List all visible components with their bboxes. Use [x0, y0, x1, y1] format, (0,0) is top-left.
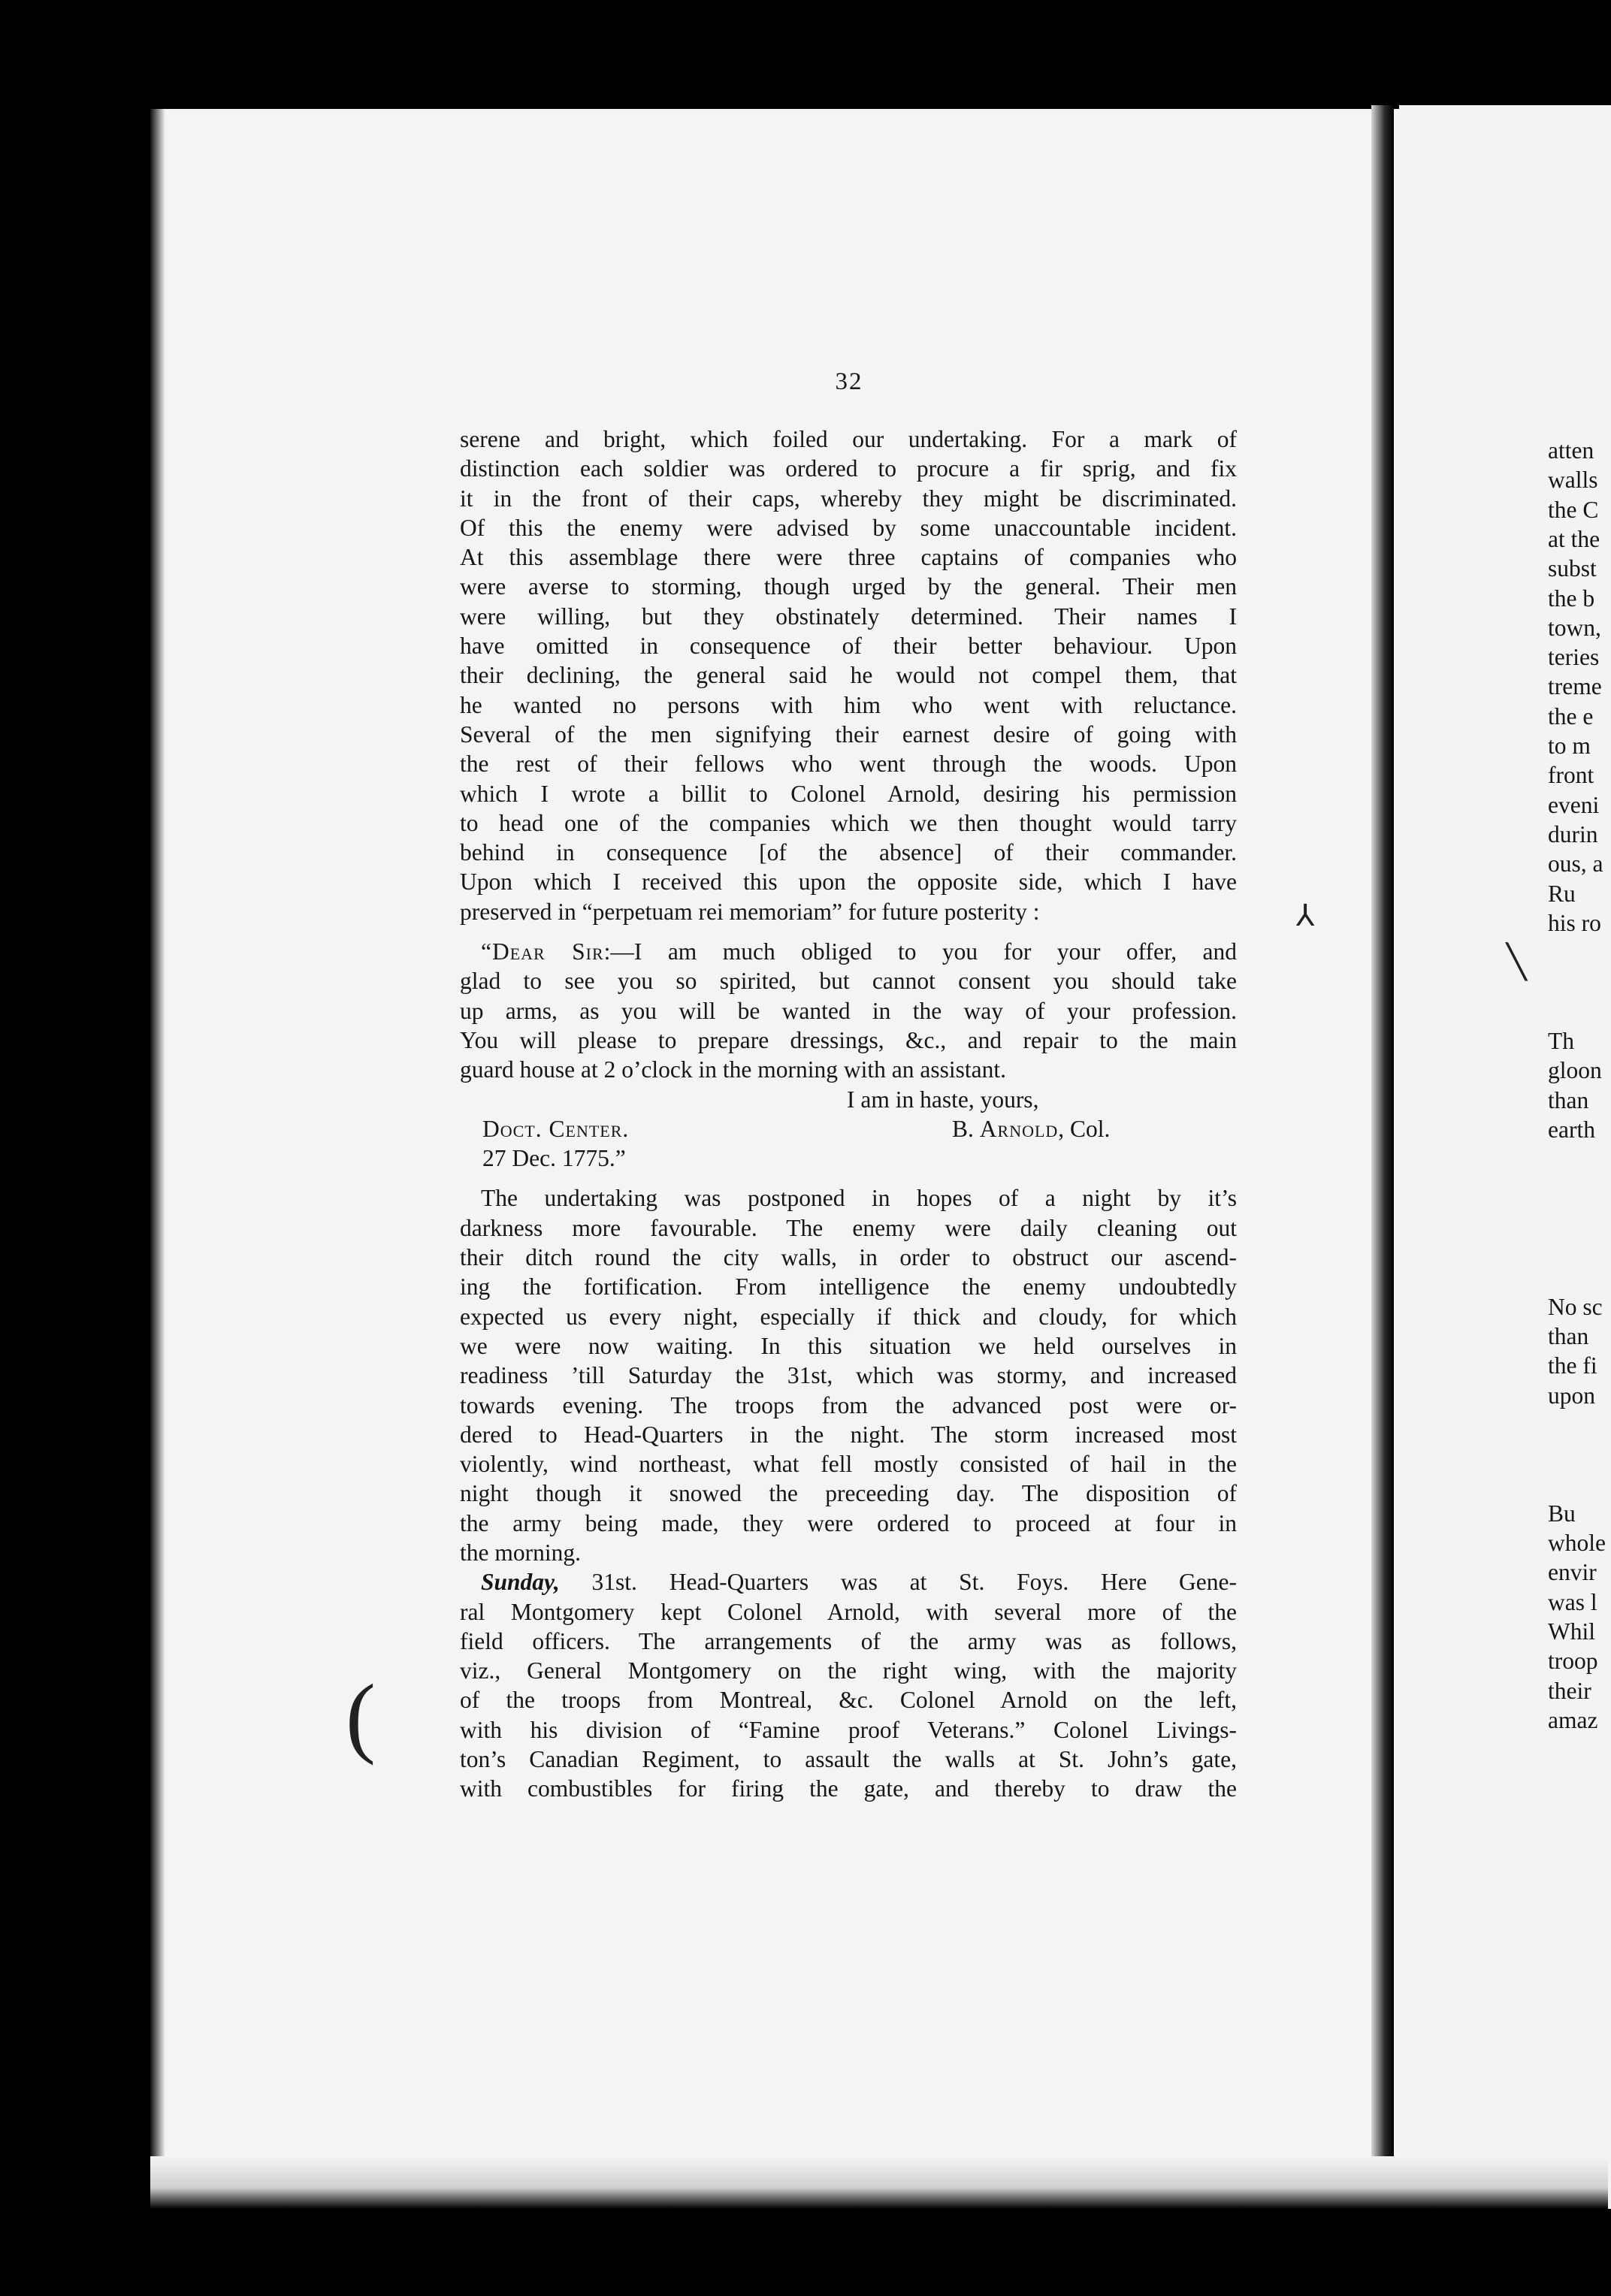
text-line: The undertaking was postponed in hopes of a night by it’s	[481, 1185, 1237, 1212]
text-line: expected us every night, especially if thick and cloudy, for which	[460, 1303, 1237, 1330]
text-line: night though it snowed the preceeding day. The disposition of	[460, 1480, 1237, 1507]
text-line: darkness more favourable. The enemy were daily cleaning out	[460, 1214, 1237, 1241]
text-line: dered to Head-Quarters in the night. The storm increased most	[460, 1421, 1237, 1448]
right-page-line: the C	[1548, 496, 1599, 523]
right-page-line: walls	[1548, 467, 1598, 494]
right-page-line: town,	[1548, 614, 1601, 641]
text-line: were willing, but they obstinately determined. Their names I	[460, 603, 1237, 630]
right-page-line: earth	[1548, 1116, 1595, 1143]
right-page-line: troop	[1548, 1648, 1598, 1675]
text-line: of the troops from Montreal, &c. Colonel Arnold on the left,	[460, 1687, 1237, 1714]
letter-closing-row	[460, 1085, 1237, 1114]
text-line: he wanted no persons with him who went with reluctance.	[460, 691, 1237, 718]
text-line: the rest of their fellows who went through the woods. Upon	[460, 751, 1237, 778]
right-page-line: the b	[1548, 585, 1595, 612]
right-page-line: front	[1548, 762, 1594, 789]
text-line: were averse to storming, though urged by the general. Their men	[460, 573, 1237, 600]
letter	[460, 937, 1237, 1173]
right-page-line: No sc	[1548, 1293, 1603, 1320]
text-line: behind in consequence [of the absence] of their commander.	[460, 839, 1237, 866]
text-line: Several of the men signifying their earnest desire of going with	[460, 721, 1237, 748]
page-edge-shadow	[150, 109, 165, 2205]
text-line: with his division of “Famine proof Veterans.” Colonel Livings-	[460, 1716, 1237, 1743]
text-line: have omitted in consequence of their better behaviour. Upon	[460, 633, 1237, 660]
right-page-line: the e	[1548, 702, 1594, 730]
letter-closing: I am in haste, yours,	[847, 1086, 1039, 1113]
letter-signature-row	[460, 1114, 1237, 1143]
right-page-line: treme	[1548, 673, 1602, 700]
text-line: ing the fortification. From intelligence the enemy undoubtedly	[460, 1273, 1237, 1301]
right-page-line: Bu	[1548, 1500, 1576, 1527]
signature-initial: B.	[952, 1115, 980, 1142]
right-page-line: was l	[1548, 1588, 1597, 1615]
text-line: their ditch round the city walls, in order to obstruct our ascend-	[460, 1244, 1237, 1271]
letter-line: guard house at 2 o’clock in the morning with an assistant.	[460, 1056, 1006, 1083]
letter-salutation: “Dear Sir	[481, 938, 604, 965]
letter-signature	[952, 1114, 1110, 1143]
text-line: their declining, the general said he would not compel them, that	[460, 662, 1237, 689]
right-page	[1399, 105, 1611, 2209]
letter-date: 27 Dec. 1775.”	[482, 1145, 626, 1172]
letter-line: glad to see you so spirited, but cannot consent you should take	[460, 968, 1237, 995]
text-line: violently, wind northeast, what fell mostly consisted of hail in the	[460, 1451, 1237, 1478]
right-page-line: Whil	[1548, 1618, 1595, 1645]
text-line: to head one of the companies which we then thought would tarry	[460, 809, 1237, 836]
right-page-line: Th	[1548, 1028, 1574, 1054]
margin-bracket-mark: (	[346, 1666, 376, 1766]
paragraph-2	[460, 1183, 1237, 1567]
right-page-line: at the	[1548, 525, 1600, 552]
text-line: Of this the enemy were advised by some unaccountable incident.	[460, 514, 1237, 541]
text-line: the army being made, they were ordered to proceed at four in	[460, 1509, 1237, 1536]
text-line: ral Montgomery kept Colonel Arnold, with several more of the	[460, 1598, 1237, 1625]
text-line: At this assemblage there were three captains of companies who	[460, 544, 1237, 571]
text-line: distinction each soldier was ordered to procure a fir sprig, and fix	[460, 455, 1237, 482]
margin-caret-mark: ⅄	[1296, 899, 1315, 932]
right-page-line: Ru	[1548, 880, 1576, 907]
right-page-line: to m	[1548, 733, 1591, 759]
right-page-line: the fi	[1548, 1352, 1597, 1379]
right-page-line: upon	[1548, 1382, 1595, 1409]
right-page-line: atten	[1548, 437, 1594, 464]
text-line	[460, 1567, 1237, 1597]
right-page-line: durin	[1548, 820, 1598, 847]
text-line: Upon which I received this upon the opposite side, which I have	[460, 869, 1237, 896]
right-page-line: their	[1548, 1677, 1591, 1704]
right-page-line: gloon	[1548, 1057, 1602, 1084]
signature-name: Arnold	[979, 1115, 1059, 1142]
right-margin-slash-mark: ╲	[1507, 944, 1527, 980]
text-line: ton’s Canadian Regiment, to assault the walls at St. John’s gate,	[460, 1746, 1237, 1773]
letter-date-row	[460, 1143, 1237, 1173]
signature-rank: , Col.	[1058, 1115, 1111, 1142]
text-line: which I wrote a billit to Colonel Arnold, desiring his permission	[460, 780, 1237, 807]
text-line: serene and bright, which foiled our undertaking. For a mark of	[460, 426, 1237, 452]
text-line: with combustibles for firing the gate, and thereby to draw the	[460, 1775, 1237, 1802]
book-gutter	[1371, 105, 1394, 2209]
sunday-label: Sunday,	[481, 1569, 560, 1596]
page-body	[460, 424, 1237, 1804]
text-line: the morning.	[460, 1539, 581, 1566]
text-line-rest: 31st. Head-Quarters was at St. Foys. Here Gene-	[559, 1569, 1237, 1596]
text-line: we were now waiting. In this situation we held ourselves in	[460, 1332, 1237, 1359]
paragraph-1	[460, 424, 1237, 926]
right-page-line: subst	[1548, 555, 1597, 582]
paragraph-3	[460, 1567, 1237, 1803]
text-line: towards evening. The troops from the advanced post were or-	[460, 1391, 1237, 1418]
right-page-line: than	[1548, 1086, 1589, 1113]
text-line: field officers. The arrangements of the army was as follows,	[460, 1627, 1237, 1654]
right-page-line: eveni	[1548, 791, 1600, 818]
text-line: viz., General Montgomery on the right wing, with the majority	[460, 1657, 1237, 1684]
text-line: it in the front of their caps, whereby they might be discriminated.	[460, 485, 1237, 512]
page-bottom-edge	[150, 2156, 1608, 2209]
letter-addressee: Doct. Center.	[482, 1115, 630, 1142]
text-line: preserved in “perpetuam rei memoriam” for future posterity :	[460, 898, 1040, 925]
text-line: readiness ’till Saturday the 31st, which was stormy, and increased	[460, 1362, 1237, 1389]
right-page-line: teries	[1548, 644, 1600, 671]
letter-line: You will please to prepare dressings, &c., and repair to the main	[460, 1026, 1237, 1053]
right-page-line: ous, a	[1548, 850, 1603, 878]
letter-line	[460, 937, 1237, 966]
right-page-line: envir	[1548, 1559, 1597, 1586]
right-page-line: than	[1548, 1323, 1589, 1349]
right-page-line: his ro	[1548, 909, 1601, 936]
right-page-line: whole	[1548, 1530, 1606, 1557]
right-page-line: amaz	[1548, 1706, 1598, 1733]
page-number: 32	[835, 368, 863, 395]
letter-line: up arms, as you will be wanted in the way of your profession.	[460, 997, 1237, 1024]
letter-line-text: :—I am much obliged to you for your offer, and	[603, 938, 1237, 965]
